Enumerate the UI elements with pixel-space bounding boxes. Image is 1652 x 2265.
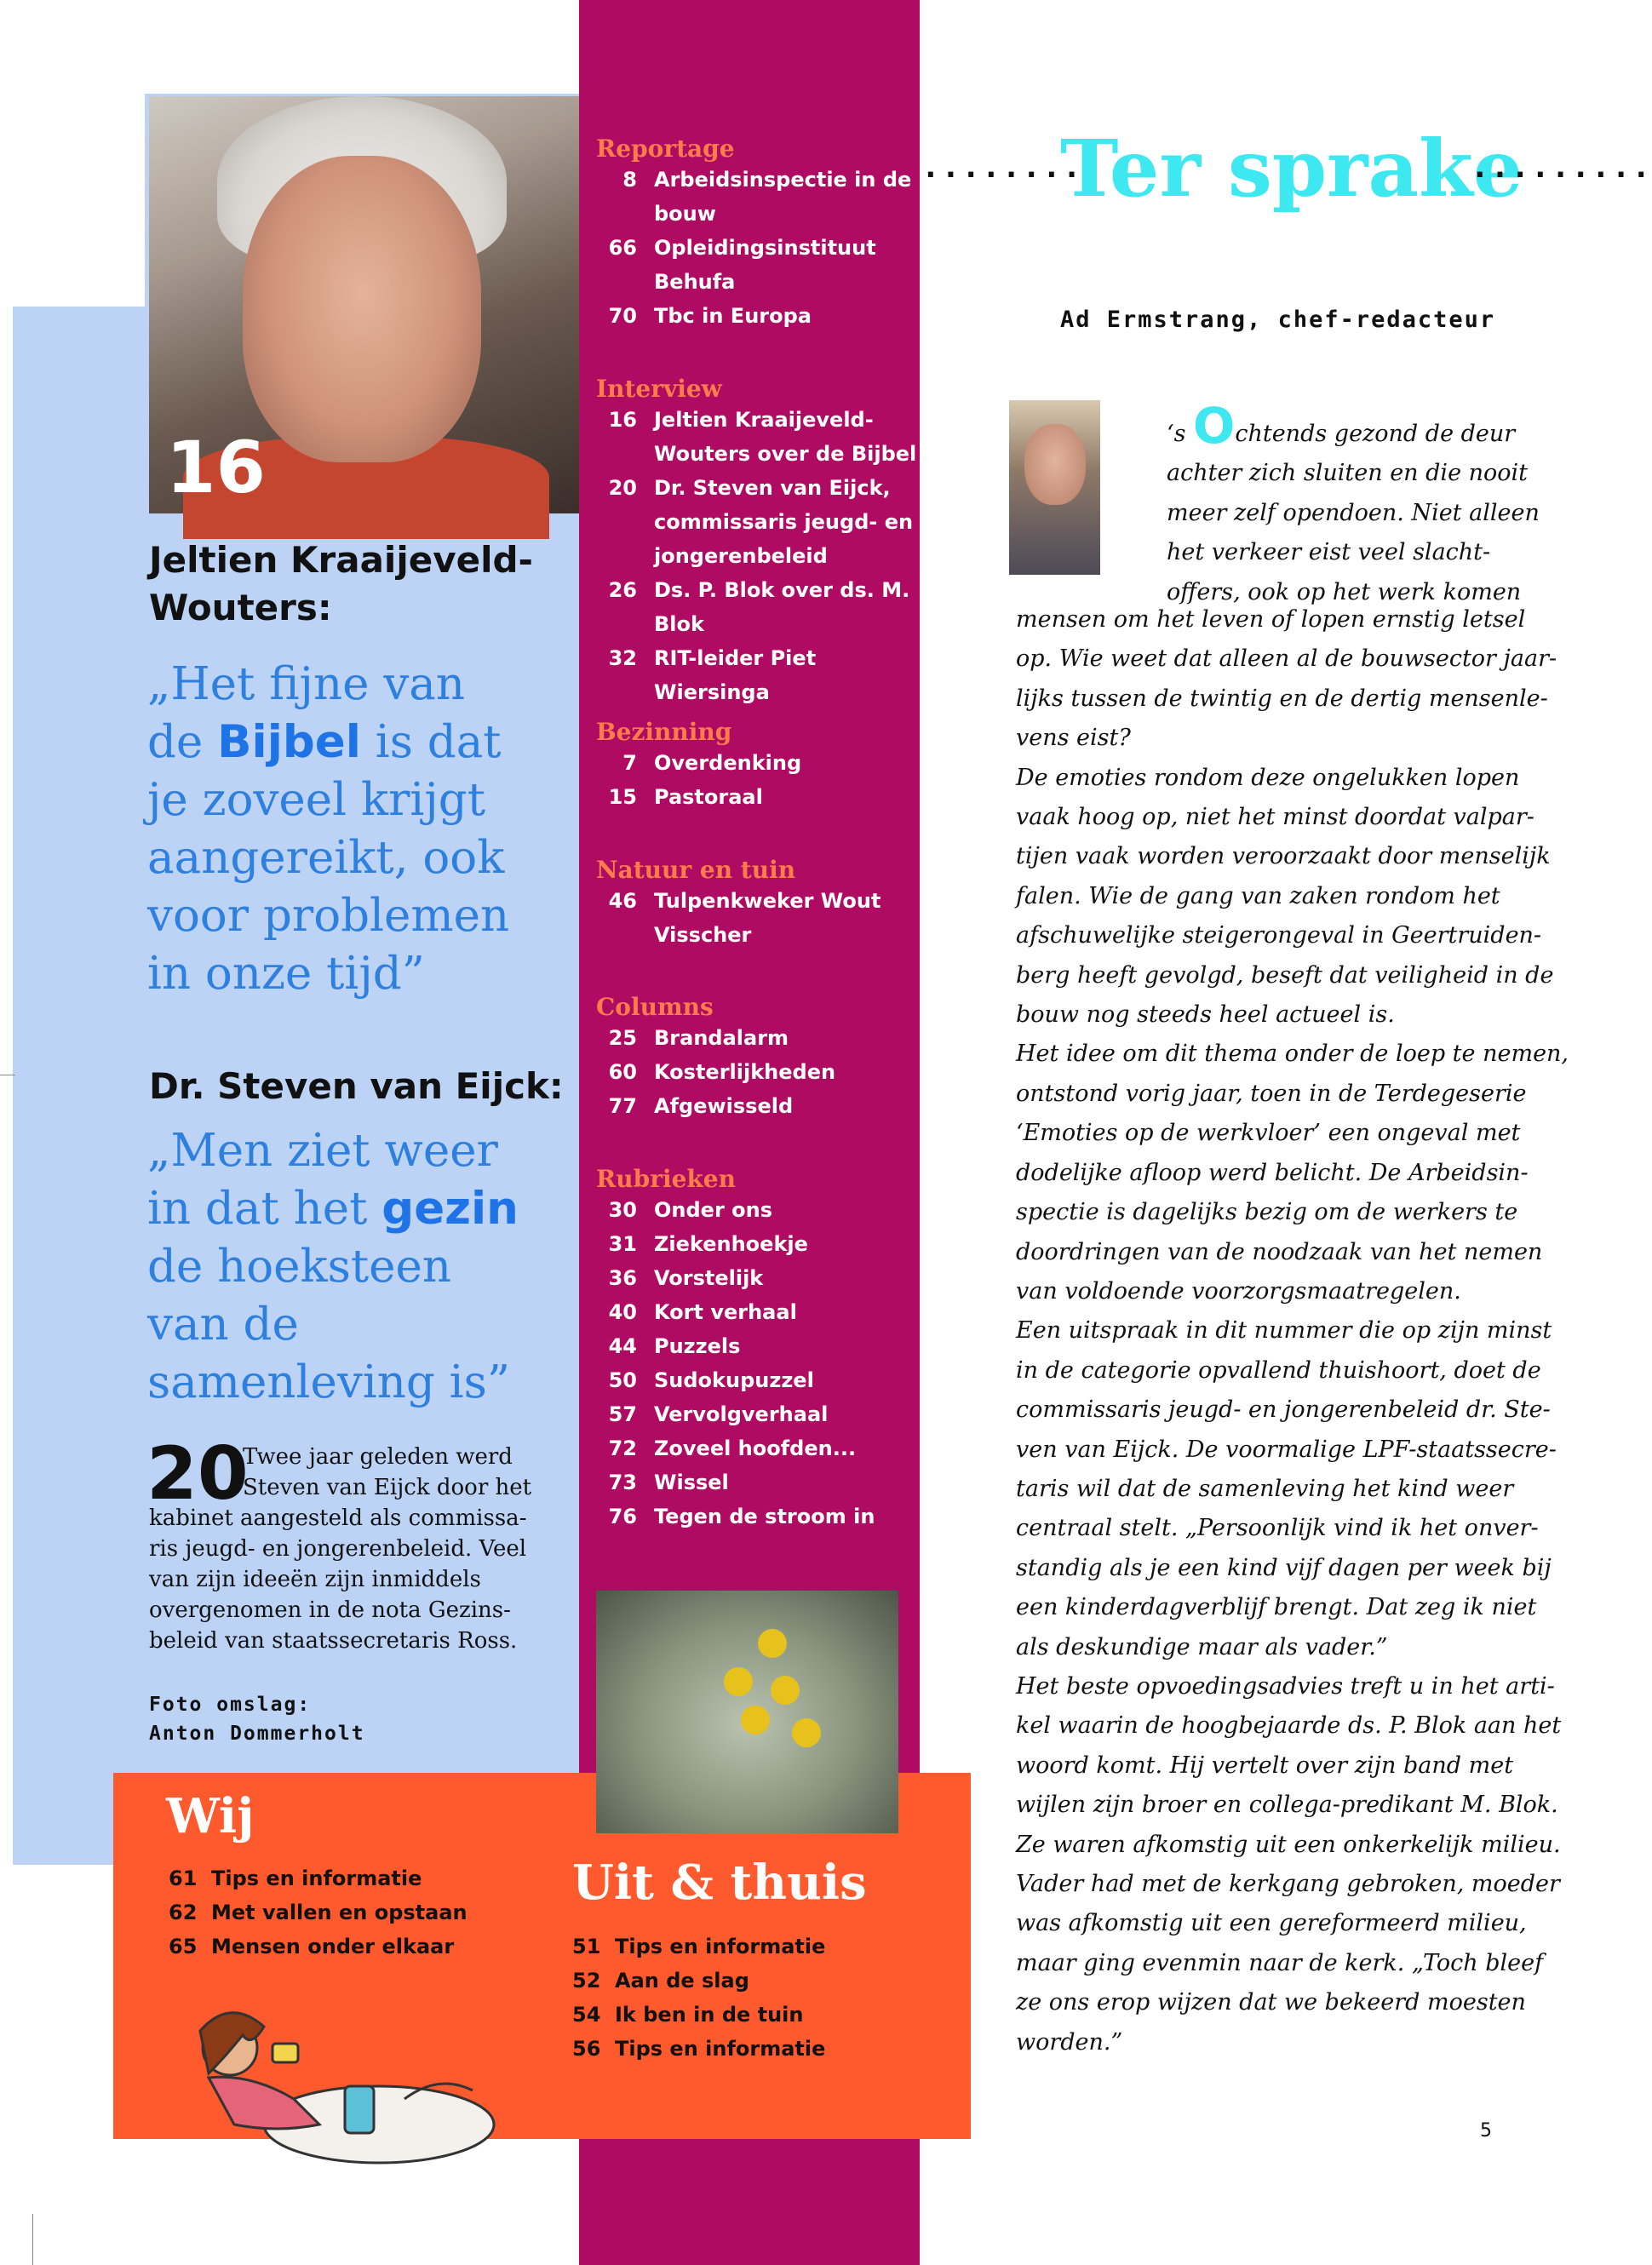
editorial-intro: ‘s Ochtends gezond de deur achter zich sluiten en die nooit meer zelf opendoen. Niet alleen het verkeer eist veel slacht- offers, ook op het werk komen	[1167, 397, 1540, 605]
dropcap-letter: O	[1193, 397, 1236, 455]
toc-item[interactable]: 77 Afgewisseld	[608, 1094, 794, 1118]
feature2-name: Dr. Steven van Eijck:	[149, 1065, 564, 1107]
photo-face	[1024, 424, 1086, 505]
toc-item[interactable]: 46 Tulpenkweker Wout Visscher	[608, 889, 881, 947]
editorial-line: lijks tussen de twintig en de dertig mensenle-	[1016, 685, 1548, 712]
editorial-byline: Ad Ermstrang, chef-redacteur	[1060, 307, 1496, 333]
editorial-line: worden.”	[1016, 2028, 1123, 2056]
list-item[interactable]: 56 Tips en informatie	[572, 2037, 826, 2061]
toc-item[interactable]: 70 Tbc in Europa	[608, 304, 812, 328]
toc-heading-interview: Interview	[596, 375, 722, 403]
editorial-line: van voldoende voorzorgsmaatregelen.	[1016, 1277, 1461, 1305]
toc-item[interactable]: 8 Arbeidsinspectie in de bouw	[622, 168, 912, 226]
editorial-line: ven van Eijck. De voormalige LPF-staatssecre-	[1016, 1436, 1557, 1463]
flower-bloom	[758, 1629, 787, 1658]
editorial-line: tijen vaak worden veroorzaakt door menselijk	[1016, 843, 1551, 870]
toc-item[interactable]: 57 Vervolgverhaal	[608, 1402, 829, 1426]
editorial-line: in de categorie opvallend thuishoort, doet de	[1016, 1356, 1541, 1384]
toc-item[interactable]: 60 Kosterlijkheden	[608, 1060, 836, 1084]
toc-item[interactable]: 25 Brandalarm	[608, 1026, 789, 1050]
editor-photo	[1009, 400, 1100, 575]
toc-item[interactable]: 16 Jeltien Kraaijeveld- Wouters over de Bijbel	[608, 408, 917, 466]
wij-list	[169, 1861, 467, 1964]
flower-bloom	[741, 1706, 770, 1735]
toc-item[interactable]: 40 Kort verhaal	[608, 1300, 797, 1324]
toc-item[interactable]: 36 Vorstelijk	[608, 1266, 764, 1290]
editorial-line: vaak hoog op, niet het minst doordat valpar-	[1016, 804, 1534, 831]
editorial-line: spectie is dagelijks bezig om de werkers te	[1016, 1199, 1518, 1226]
toc-heading-reportage: Reportage	[596, 135, 735, 163]
editorial-title: Ter sprake	[1060, 123, 1523, 215]
list-item[interactable]: 65 Mensen onder elkaar	[169, 1935, 455, 1958]
editorial-line: was afkomstig uit een gereformeerd milieu,	[1016, 1910, 1527, 1937]
editorial-line: vens eist?	[1016, 725, 1131, 752]
woman-with-cup-illustration	[149, 1997, 507, 2167]
editorial-line: als deskundige maar als vader.”	[1016, 1633, 1388, 1660]
flower-photo	[596, 1591, 898, 1833]
editorial-line: De emoties rondom deze ongelukken lopen	[1016, 764, 1520, 791]
toc-heading-rubrieken: Rubrieken	[596, 1165, 736, 1193]
toc-item[interactable]: 72 Zoveel hoofden...	[608, 1436, 857, 1460]
editorial-line: op. Wie weet dat alleen al de bouwsector jaar-	[1016, 645, 1557, 673]
wij-title: Wij	[166, 1788, 255, 1844]
crop-mark	[32, 2214, 33, 2265]
toc-item[interactable]: 44 Puzzels	[608, 1334, 741, 1358]
toc-heading-columns: Columns	[596, 993, 714, 1021]
editorial-line: Ze waren afkomstig uit een onkerkelijk milieu.	[1016, 1831, 1561, 1858]
flower-bloom	[792, 1718, 821, 1747]
list-item[interactable]: 51 Tips en informatie	[572, 1935, 826, 1958]
toc-natuur	[596, 856, 920, 952]
title-dots-right: .........	[1471, 150, 1652, 185]
list-item[interactable]: 54 Ik ben in de tuin	[572, 2003, 804, 2027]
editorial-line: dodelijke afloop werd belicht. De Arbeidsin-	[1016, 1159, 1529, 1186]
editorial-line: taris wil dat de samenleving het kind weer	[1016, 1475, 1514, 1502]
toc-rubrieken	[596, 1165, 920, 1534]
flower-bloom	[771, 1676, 800, 1705]
toc-bezinning	[596, 718, 920, 814]
intro-page-number: 20	[146, 1431, 249, 1517]
editorial-line: Het idee om dit thema onder de loep te nemen,	[1016, 1041, 1569, 1068]
intro-text: kabinet aangesteld als commissa- ris jeugd- en jongerenbeleid. Veel van zijn ideeën zijn inmiddels overgenomen in de nota Gezins- beleid van staatssecretaris Ross.	[149, 1505, 527, 1654]
editorial-line: Het beste opvoedingsadvies treft u in het arti-	[1016, 1672, 1555, 1700]
uit-list	[572, 1930, 825, 2066]
editorial-line: wijlen zijn broer en collega-predikant M. Blok.	[1016, 1792, 1558, 1819]
feature2-quote: „Men ziet weer in dat het gezin de hoeksteen van de samenleving is”	[147, 1125, 519, 1408]
toc-item[interactable]: 31 Ziekenhoekje	[608, 1232, 808, 1256]
intro-text-top: Twee jaar geleden werd Steven van Eijck door het	[243, 1444, 532, 1500]
toc-item[interactable]: 76 Tegen de stroom in	[608, 1505, 875, 1528]
feature1-quote: „Het fijne van de Bijbel is dat je zoveel krijgt aangereikt, ook voor problemen in onze tijd”	[147, 658, 510, 1000]
editorial-line: berg heeft gevolgd, beseft dat veiligheid in de	[1016, 961, 1554, 989]
list-item[interactable]: 62 Met vallen en opstaan	[169, 1901, 467, 1924]
feature1-name: Jeltien Kraaijeveld- Wouters:	[149, 539, 533, 628]
toc-interview	[596, 375, 920, 709]
toc-item[interactable]: 15 Pastoraal	[608, 785, 763, 809]
editorial-line: ontstond vorig jaar, toen in de Terdegeserie	[1016, 1080, 1527, 1107]
flower-bloom	[724, 1667, 753, 1696]
toc-heading-bezinning: Bezinning	[596, 718, 732, 746]
editorial-line: afschuwelijke steigerongeval in Geertruiden-	[1016, 922, 1542, 949]
uit-title: Uit & thuis	[572, 1855, 867, 1911]
toc-item[interactable]: 66 Opleidingsinstituut Behufa	[608, 236, 876, 294]
editorial-line: een kinderdagverblijf brengt. Dat zeg ik niet	[1016, 1594, 1537, 1621]
editorial-line: centraal stelt. „Persoonlijk vind ik het onver-	[1016, 1515, 1539, 1542]
editorial-line: ze ons erop wijzen dat we bekeerd moesten	[1016, 1989, 1526, 2016]
editorial-line: mensen om het leven of lopen ernstig letsel	[1016, 606, 1526, 633]
editorial-line: commissaris jeugd- en jongerenbeleid dr. Ste-	[1016, 1396, 1551, 1424]
editorial-line: maar ging evenmin naar de kerk. „Toch bleef	[1016, 1949, 1544, 1976]
toc-reportage	[596, 135, 920, 333]
toc-item[interactable]: 26 Ds. P. Blok over ds. M. Blok	[608, 578, 910, 636]
toc-item[interactable]: 73 Wissel	[608, 1471, 729, 1494]
list-item[interactable]: 61 Tips en informatie	[169, 1866, 422, 1890]
editorial-body	[1016, 600, 1569, 2062]
editorial-line: ‘Emoties op de werkvloer’ een ongeval met	[1016, 1120, 1521, 1147]
photo-face	[243, 156, 481, 462]
page-number: 5	[1480, 2120, 1492, 2142]
toc-item[interactable]: 20 Dr. Steven van Eijck, commissaris jeugd- en jongerenbeleid	[608, 476, 914, 568]
toc-columns	[596, 993, 920, 1123]
photo-credit: Foto omslag: Anton Dommerholt	[149, 1694, 365, 1745]
editorial-line: falen. Wie de gang van zaken rondom het	[1016, 882, 1500, 909]
editorial-line: woord komt. Hij vertelt over zijn band met	[1016, 1752, 1514, 1779]
editorial-line: Een uitspraak in dit nummer die op zijn minst	[1016, 1317, 1552, 1345]
toc-heading-natuur: Natuur en tuin	[596, 856, 796, 884]
editorial-line: bouw nog steeds heel actueel is.	[1016, 1001, 1395, 1029]
list-item[interactable]: 52 Aan de slag	[572, 1969, 749, 1993]
title-dots-left: .........	[921, 150, 1104, 185]
editorial-line: standig als je een kind vijf dagen per week bij	[1016, 1554, 1552, 1581]
editorial-line: kel waarin de hoogbejaarde ds. P. Blok aan het	[1016, 1712, 1562, 1740]
toc-item[interactable]: 32 RIT-leider Piet Wiersinga	[608, 646, 817, 704]
editorial-line: doordringen van de noodzaak van het nemen	[1016, 1238, 1543, 1265]
editorial-line: Vader had met de kerkgang gebroken, moeder	[1016, 1871, 1560, 1897]
toc-item[interactable]: 30 Onder ons	[608, 1198, 772, 1222]
toc-item[interactable]: 50 Sudokupuzzel	[608, 1368, 814, 1392]
toc-item[interactable]: 7 Overdenking	[622, 751, 802, 775]
cover-page-number: 16	[166, 426, 266, 509]
